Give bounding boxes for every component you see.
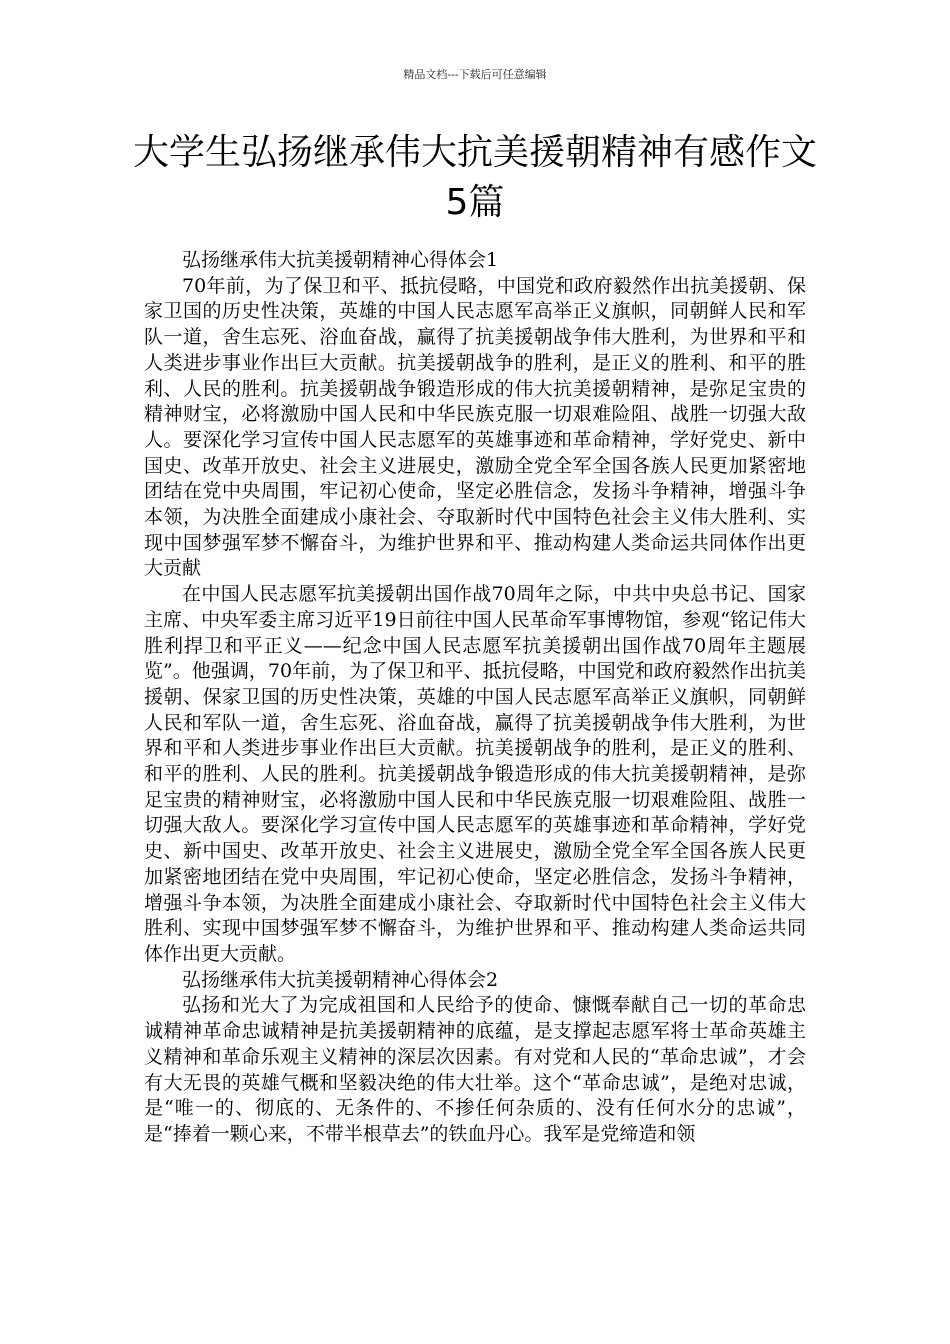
section-heading-2: 弘扬继承伟大抗美援朝精神心得体会2 [182, 968, 499, 991]
paragraph: 弘扬和光大了为完成祖国和人民给予的使命、慷慨奉献自己一切的革命忠诚精神革命忠诚精神是抗美援朝精神的底蕴，是支撑起志愿军将士革命英雄主义精神和革命乐观主义精神的深层次因素。有对党和人民的“革命忠诚”，才会有大无畏的英雄气概和坚毅决绝的伟大壮举。这个“革命忠诚”，是绝对忠诚，是“唯一的、彻底的、无条件的、不掺任何杂质的、没有任何水分的忠诚”，是“捧着一颗心来，不带半根草去”的铁血丹心。我军是党缔造和领 [144, 994, 806, 1145]
header-note: 精品文档---下载后可任意编辑 [403, 68, 547, 81]
document-title: 大学生弘扬继承伟大抗美援朝精神有感作文5篇 [132, 132, 817, 223]
paragraph: 70年前，为了保卫和平、抵抗侵略，中国党和政府毅然作出抗美援朝、保家卫国的历史性决策，英雄的中国人民志愿军高举正义旗帜，同朝鲜人民和军队一道，舍生忘死、浴血奋战，赢得了抗美援朝战争伟大胜利，为世界和平和人类进步事业作出巨大贡献。抗美援朝战争的胜利，是正义的胜利、和平的胜利、人民的胜利。抗美援朝战争锻造形成的伟大抗美援朝精神，是弥足宝贵的精神财宝，必将激励中国人民和中华民族克服一切艰难险阻、战胜一切强大敌人。要深化学习宣传中国人民志愿军的英雄事迹和革命精神，学好党史、新中国史、改革开放史、社会主义进展史，激励全党全军全国各族人民更加紧密地团结在党中央周围，牢记初心使命，坚定必胜信念，发扬斗争精神，增强斗争本领，为决胜全面建成小康社会、夺取新时代中国特色社会主义伟大胜利、实现中国梦强军梦不懈奋斗，为维护世界和平、推动构建人类命运共同体作出更大贡献 [144, 274, 806, 580]
document-body [144, 248, 806, 1148]
paragraph: 在中国人民志愿军抗美援朝出国作战70周年之际，中共中央总书记、国家主席、中央军委主席习近平19日前往中国人民革命军事博物馆，参观“铭记伟大胜利捍卫和平正义——纪念中国人民志愿军抗美援朝出国作战70周年主题展览”。他强调，70年前，为了保卫和平、抵抗侵略，中国党和政府毅然作出抗美援朝、保家卫国的历史性决策，英雄的中国人民志愿军高举正义旗帜，同朝鲜人民和军队一道，舍生忘死、浴血奋战，赢得了抗美援朝战争伟大胜利，为世界和平和人类进步事业作出巨大贡献。抗美援朝战争的胜利，是正义的胜利、和平的胜利、人民的胜利。抗美援朝战争锻造形成的伟大抗美援朝精神，是弥足宝贵的精神财宝，必将激励中国人民和中华民族克服一切艰难险阻、战胜一切强大敌人。要深化学习宣传中国人民志愿军的英雄事迹和革命精神，学好党史、新中国史、改革开放史、社会主义进展史，激励全党全军全国各族人民更加紧密地团结在党中央周围，牢记初心使命，坚定必胜信念，发扬斗争精神，增强斗争本领，为决胜全面建成小康社会、夺取新时代中国特色社会主义伟大胜利、实现中国梦强军梦不懈奋斗，为维护世界和平、推动构建人类命运共同体作出更大贡献。 [144, 583, 806, 965]
section-heading-1: 弘扬继承伟大抗美援朝精神心得体会1 [182, 249, 499, 271]
